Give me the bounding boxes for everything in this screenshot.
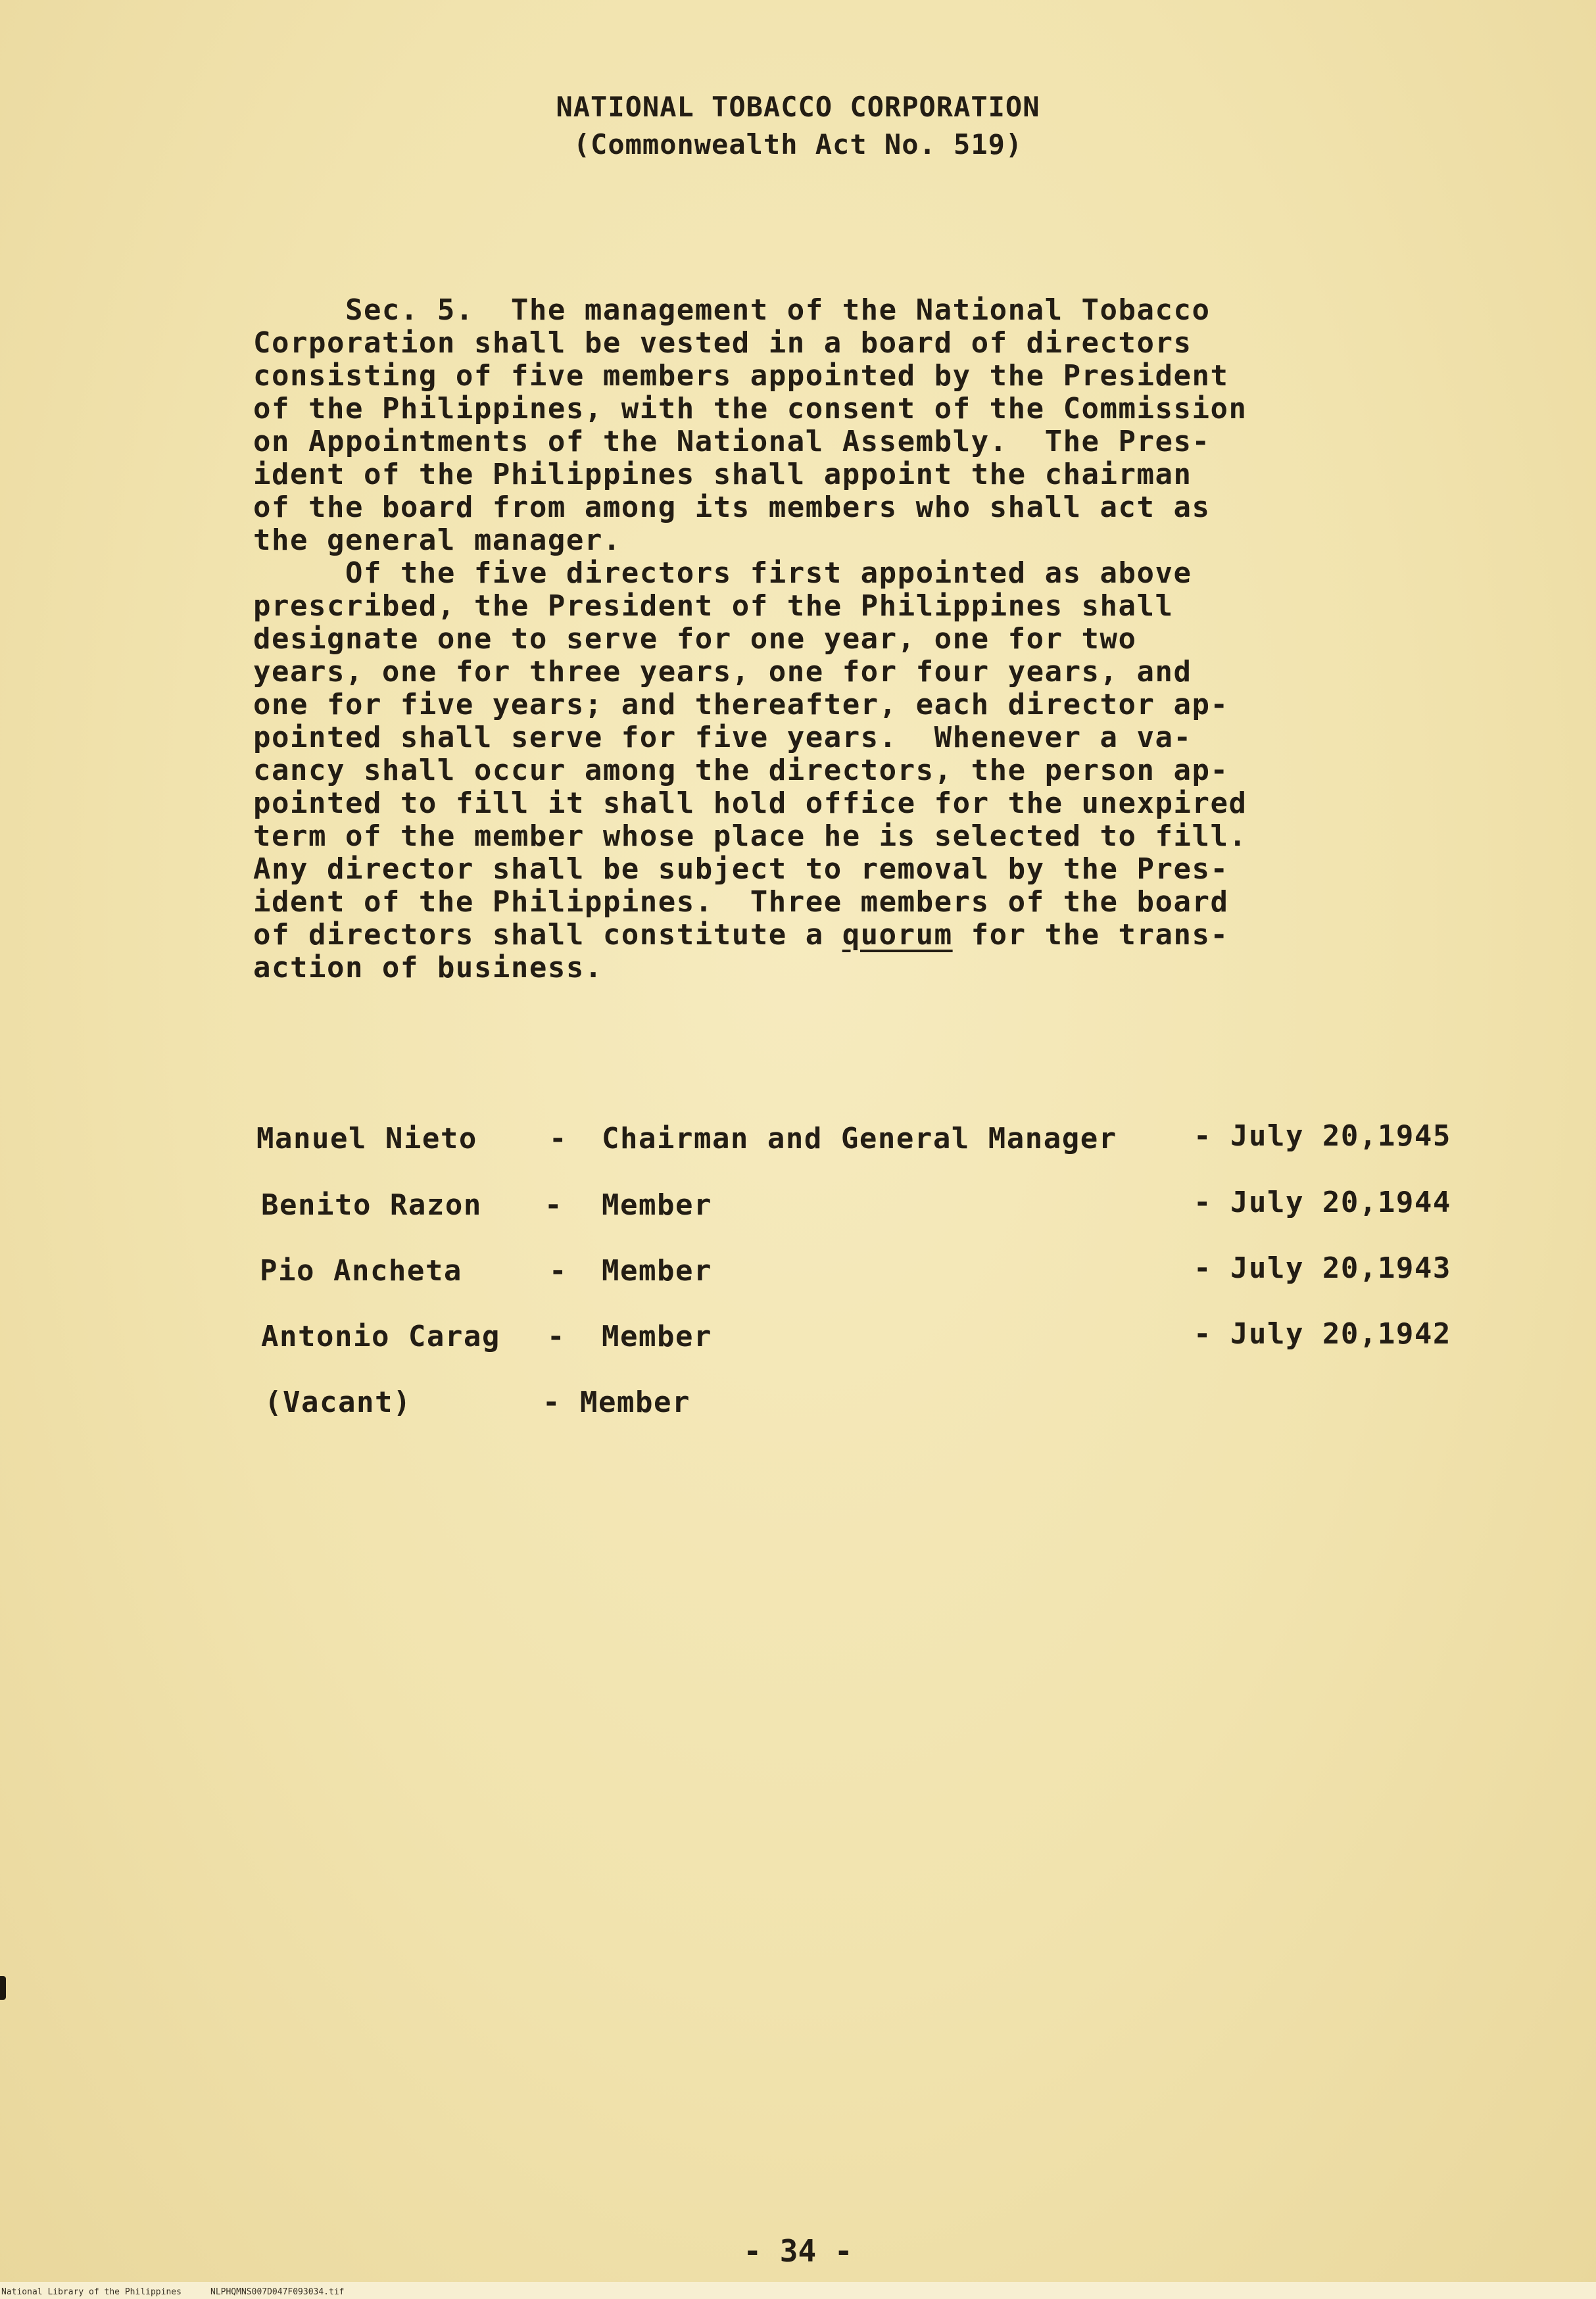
section-line: the general manager.	[253, 523, 621, 557]
director-term: - July 20,1942	[1194, 1317, 1451, 1351]
section-line: designate one to serve for one year, one for two	[253, 622, 1137, 656]
dash-separator: -	[544, 1188, 563, 1222]
section-line: Of the five directors first appointed as above	[253, 556, 1192, 590]
section-line: ident of the Philippines shall appoint the chairman	[253, 458, 1192, 491]
director-position: Member	[602, 1188, 712, 1222]
director-name: Manuel Nieto	[256, 1122, 477, 1155]
document-subtitle: (Commonwealth Act No. 519)	[573, 128, 1023, 160]
section-line: action of business.	[253, 951, 603, 984]
dash-separator: -	[543, 1386, 561, 1419]
footer-file-label: NLPHQMNS007D047F093034.tif	[210, 2287, 345, 2297]
director-name: Pio Ancheta	[260, 1254, 462, 1288]
director-name: (Vacant)	[264, 1386, 412, 1419]
director-position: Chairman and General Manager	[602, 1122, 1117, 1155]
section-line: prescribed, the President of the Philippines shall	[253, 589, 1174, 623]
director-term: - July 20,1944	[1194, 1186, 1451, 1219]
page-number: - 34 -	[743, 2233, 853, 2269]
section-line: Corporation shall be vested in a board of directors	[253, 326, 1192, 360]
section-line: ident of the Philippines. Three members of the board	[253, 885, 1229, 919]
dash-separator: -	[549, 1254, 568, 1288]
dash-separator: -	[549, 1122, 568, 1155]
quorum-underlined-word: quorum	[842, 918, 953, 952]
section-line: cancy shall occur among the directors, the person ap-	[253, 754, 1229, 787]
director-name: Antonio Carag	[261, 1320, 500, 1353]
section-line: pointed to fill it shall hold office for the unexpired	[253, 786, 1247, 820]
director-position: Member	[580, 1386, 690, 1419]
section-line-quorum	[253, 919, 1229, 952]
section-line: of the Philippines, with the consent of the Commission	[253, 392, 1247, 425]
footer-library-label: National Library of the Philippines	[1, 2287, 181, 2297]
director-position: Member	[602, 1320, 712, 1353]
section-line: consisting of five members appointed by the President	[253, 359, 1229, 393]
director-position: Member	[602, 1254, 712, 1288]
director-term: - July 20,1943	[1194, 1251, 1451, 1285]
section-line: of the board from among its members who shall act as	[253, 491, 1211, 524]
section-line: Sec. 5. The management of the National Tobacco	[253, 293, 1211, 327]
document-title: NATIONAL TOBACCO CORPORATION	[556, 91, 1040, 123]
binding-mark	[0, 1976, 6, 2000]
section-line: one for five years; and thereafter, each director ap-	[253, 688, 1229, 721]
dash-separator: -	[547, 1320, 566, 1353]
director-term: - July 20,1945	[1194, 1119, 1451, 1153]
scan-footer-strip	[0, 2282, 1596, 2299]
quorum-line-start: of directors shall constitute a	[253, 918, 842, 952]
section-line: on Appointments of the National Assembly. The Pres-	[253, 425, 1211, 458]
director-name: Benito Razon	[261, 1188, 482, 1222]
quorum-line-end: for the trans-	[952, 918, 1229, 952]
section-line: term of the member whose place he is selected to fill.	[253, 819, 1247, 853]
section-line: pointed shall serve for five years. Whenever a va-	[253, 721, 1192, 754]
section-line: years, one for three years, one for four years, and	[253, 655, 1192, 689]
section-line: Any director shall be subject to removal by the Pres-	[253, 852, 1229, 886]
